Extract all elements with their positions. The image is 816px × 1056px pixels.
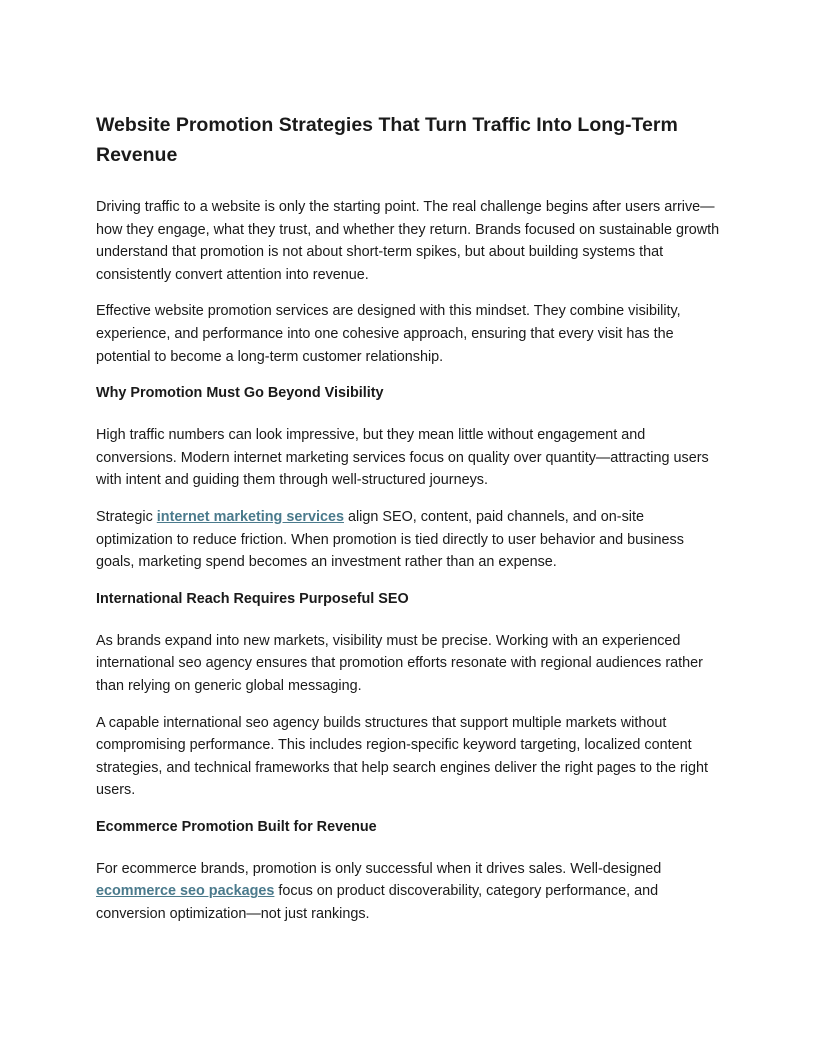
intro-paragraph-2: Effective website promotion services are designed with this mindset. They combine visibility, experience, and performance into one cohesive approach, ensuring that every visit has the potential to become a long-term customer relationship. [96,303,681,365]
visibility-paragraph-2 [96,506,720,574]
paragraph-text: For ecommerce brands, promotion is only successful when it drives sales. Well-designed [96,860,662,877]
intro-paragraph-1: Driving traffic to a website is only the starting point. The real challenge begins after users arrive—how they engage, what they trust, and whether they return. Brands focused on sustainable growth understand that promotion is not about short-term spikes, but about building systems that consistently convert attention into revenue. [96,199,720,283]
paragraph-text: align SEO, content, paid channels, and on-site optimization to reduce friction. When promotion is tied directly to user behavior and business goals, marketing spend becomes an investment rather than an expense. [96,508,684,571]
section-heading-visibility: Why Promotion Must Go Beyond Visibility [96,385,384,402]
ecommerce-paragraph-1 [96,858,720,926]
ecommerce-seo-packages-link[interactable]: ecommerce seo packages [96,883,275,900]
article-title: Website Promotion Strategies That Turn Traffic Into Long-Term Revenue [96,114,678,166]
internet-marketing-services-link[interactable]: internet marketing services [156,508,344,525]
section-heading-ecommerce: Ecommerce Promotion Built for Revenue [96,818,377,835]
international-paragraph-1: As brands expand into new markets, visibility must be precise. Working with an experienced international seo agency ensures that promotion efforts resonate with regional audiences rather than relying on generic global messaging. [96,632,703,694]
visibility-paragraph-1: High traffic numbers can look impressive, but they mean little without engagement and conversions. Modern internet marketing services focus on quality over quantity—attracting users with intent and guiding them through well-structured journeys. [96,427,709,489]
international-paragraph-2: A capable international seo agency builds structures that support multiple markets without compromising performance. This includes region-specific keyword targeting, localized content strategies, and technical frameworks that help search engines deliver the right pages to the right users. [96,714,708,799]
document-page [96,110,720,940]
paragraph-text: Strategic [96,508,157,525]
section-heading-international-seo: International Reach Requires Purposeful SEO [96,590,409,607]
paragraph-text: focus on product discoverability, category performance, and conversion optimization—not just rankings. [96,883,659,923]
